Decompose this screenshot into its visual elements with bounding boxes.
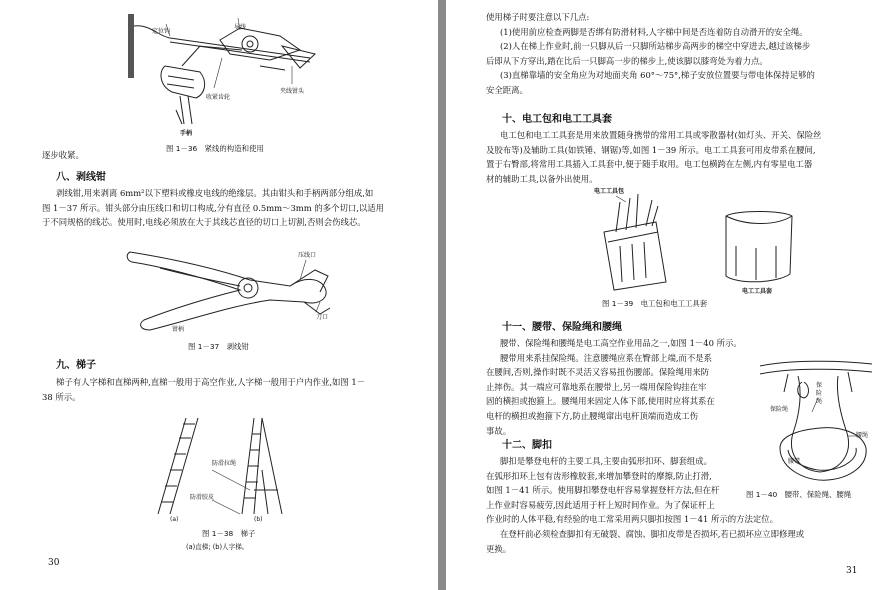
label-safety-rope: 保险绳	[816, 382, 823, 405]
label-handle: 手柄	[180, 130, 193, 137]
figure-1-37	[120, 240, 340, 332]
label-tool-kit: 电工工具包	[594, 188, 625, 195]
section-10-title: 十、电工包和电工工具套	[502, 114, 612, 125]
section-11-line-2: 腰带用来系挂保险绳。注意腰绳应系在臀部上端,而不是系	[500, 352, 713, 363]
section-12-title: 十二、脚扣	[502, 440, 552, 451]
label-anti-slip-rope: 防滑拉绳	[212, 460, 237, 467]
figure-1-38	[150, 410, 300, 525]
section-8-title: 八、剥线钳	[56, 172, 106, 183]
ladder-notes	[486, 10, 866, 98]
label-b: (b)	[254, 516, 263, 523]
section-11-line-3: 在腰间,否则,操作时既不灵活又容易扭伤腰部。保险绳用来防	[486, 367, 710, 378]
section-8-line-2: 图 1－37 所示。钳头部分由压线口和切口构成,分有直径 0.5mm～3mm 的多个切口,以适用	[42, 202, 384, 213]
section-12-line-6: 在登杆前必须检查脚扣有无破裂、腐蚀、脚扣皮带是否损坏,若已损坏应立即修理或	[500, 528, 805, 539]
section-10-line-2: 及胶布等)及辅助工具(如铁锤、钢锯)等,如图 1－39 所示。电工工具套可用皮带系在腰间,	[486, 144, 816, 155]
label-safety-rope-2: 保险绳	[770, 406, 789, 413]
section-12-line-3: 如图 1－41 所示。使用脚扣攀登电杆容易掌握登杆方法,但在杆	[486, 485, 720, 496]
label-clamp: 夹线钳头	[280, 88, 305, 95]
section-11-line-1: 腰带、保险绳和腰绳是电工高空作业用品之一,如图 1－40 所示。	[500, 338, 742, 348]
section-12-line-7: 更换。	[486, 543, 512, 554]
label-grip: 钳柄	[172, 326, 185, 333]
figure-1-38-caption: 图 1－38 梯子	[202, 529, 256, 538]
label-waist-rope: 腰绳	[856, 432, 869, 439]
section-10-line-3: 置于右臀部,将常用工具插入工具套中,便于随手取用。电工包横跨在左侧,内有零星电工器	[486, 159, 813, 170]
section-10-body	[486, 128, 866, 186]
section-8-body	[42, 186, 422, 230]
ladder-note-1: (1)使用前应检查两脚是否绑有防滑材料,人字梯中间是否连着防自动滑开的安全绳。	[500, 26, 808, 37]
section-11-line-4: 止摔伤。其一端应可靠地系在腰带上,另一端用保险钩挂在牢	[486, 381, 707, 392]
label-a: (a)	[170, 516, 179, 523]
section-9-line-1: 梯子有人字梯和直梯两种,直梯一般用于高空作业,人字梯一般用于户内作业,如图 1－	[56, 377, 366, 387]
figure-1-36-caption: 图 1－36 紧线的构造和使用	[166, 144, 264, 153]
continued-text: 逐步收紧。	[42, 150, 84, 160]
page-number-right: 31	[846, 566, 858, 576]
section-11-body	[486, 336, 776, 438]
ladder-notes-intro: 使用梯子时要注意以下几点:	[486, 12, 590, 22]
page-gutter	[438, 0, 446, 590]
figure-1-39-caption: 图 1－39 电工包和电工工具套	[602, 299, 708, 308]
section-11-line-5: 固的横担或抱箍上。腰绳用来固定人体下部,使用时应将其系在	[486, 396, 715, 407]
figure-1-40-caption: 图 1－40 腰带、保险绳、腰绳	[746, 490, 852, 499]
tool-bag-illustration	[586, 186, 806, 298]
section-9-title: 九、梯子	[56, 360, 96, 371]
right-page	[446, 0, 882, 590]
label-wire: 导线	[234, 24, 247, 31]
figure-1-37-caption: 图 1－37 剥线钳	[188, 342, 249, 351]
section-12-line-2: 在弧形扣环上包有齿形橡胶套,来增加攀登时的摩擦,防止打滑,	[486, 470, 712, 481]
section-11-line-7: 事故。	[486, 425, 512, 436]
section-11-line-6: 电杆的横担或抱箍下方,防止腰绳窜出电杆顶端而造成工伤	[486, 410, 699, 421]
wire-tensioner-illustration	[110, 6, 340, 156]
ladder-note-2-cont: 后即从下方穿出,踏在比后一只脚高一步的梯步上,使该脚以膝弯处为着力点。	[486, 55, 768, 66]
section-10-line-4: 材的辅助工具,以备外出使用。	[486, 173, 598, 184]
figure-1-39	[586, 186, 806, 298]
label-ratchet: 收紧齿轮	[206, 94, 231, 101]
section-12-line-1: 脚扣是攀登电杆的主要工具,主要由弧形扣环、脚套组成。	[500, 456, 713, 466]
section-12-body	[486, 454, 876, 556]
section-10-line-1: 电工包和电工工具套是用来放置随身携带的常用工具或零散器材(如灯头、开关、保险丝	[500, 130, 822, 140]
left-page	[0, 0, 438, 590]
page-number-left: 30	[48, 558, 60, 568]
section-9-line-2: 38 所示。	[42, 391, 81, 402]
label-anti-slip-pad: 防滑胶皮	[190, 494, 215, 501]
section-9-body	[42, 375, 422, 404]
section-8-line-1: 剥线钳,用来剥离 6mm²以下塑料或橡皮电线的绝缘层。其由钳头和手柄两部分组成,如	[56, 188, 374, 198]
ladder-note-3-cont: 安全距离。	[486, 84, 528, 95]
label-belt: 腰带	[788, 458, 801, 465]
section-12-line-5: 作业时的人体平稳,有经验的电工常采用两只脚扣按图 1－41 所示的方法定位。	[486, 514, 778, 525]
label-press-port: 压线口	[298, 252, 317, 259]
section-12-line-4: 上作业时容易疲劳,因此适用于杆上短时间作业。为了保证杆上	[486, 499, 715, 510]
figure-1-36	[110, 6, 340, 156]
ladder-note-3: (3)直梯靠墙的安全角应为对地面夹角 60°～75°,梯子安放位置要与带电体保持足够的	[500, 70, 815, 81]
ladder-note-2: (2)人在梯上作业时,前一只脚从后一只脚所站梯步高两步的梯空中穿进去,越过该梯步	[500, 41, 811, 52]
section-8-line-3: 于不同规格的线芯。使用时,电线必须放在大于其线芯直径的切口上切割,否则会伤线芯。	[42, 217, 366, 228]
label-hook: 定位钩	[152, 28, 171, 35]
label-cutter: 刀口	[316, 314, 329, 321]
label-tool-sleeve: 电工工具套	[742, 288, 773, 295]
section-11-title: 十一、腰带、保险绳和腰绳	[502, 322, 622, 333]
figure-1-38-subcaption: (a)直梯; (b)人字梯。	[186, 543, 249, 551]
